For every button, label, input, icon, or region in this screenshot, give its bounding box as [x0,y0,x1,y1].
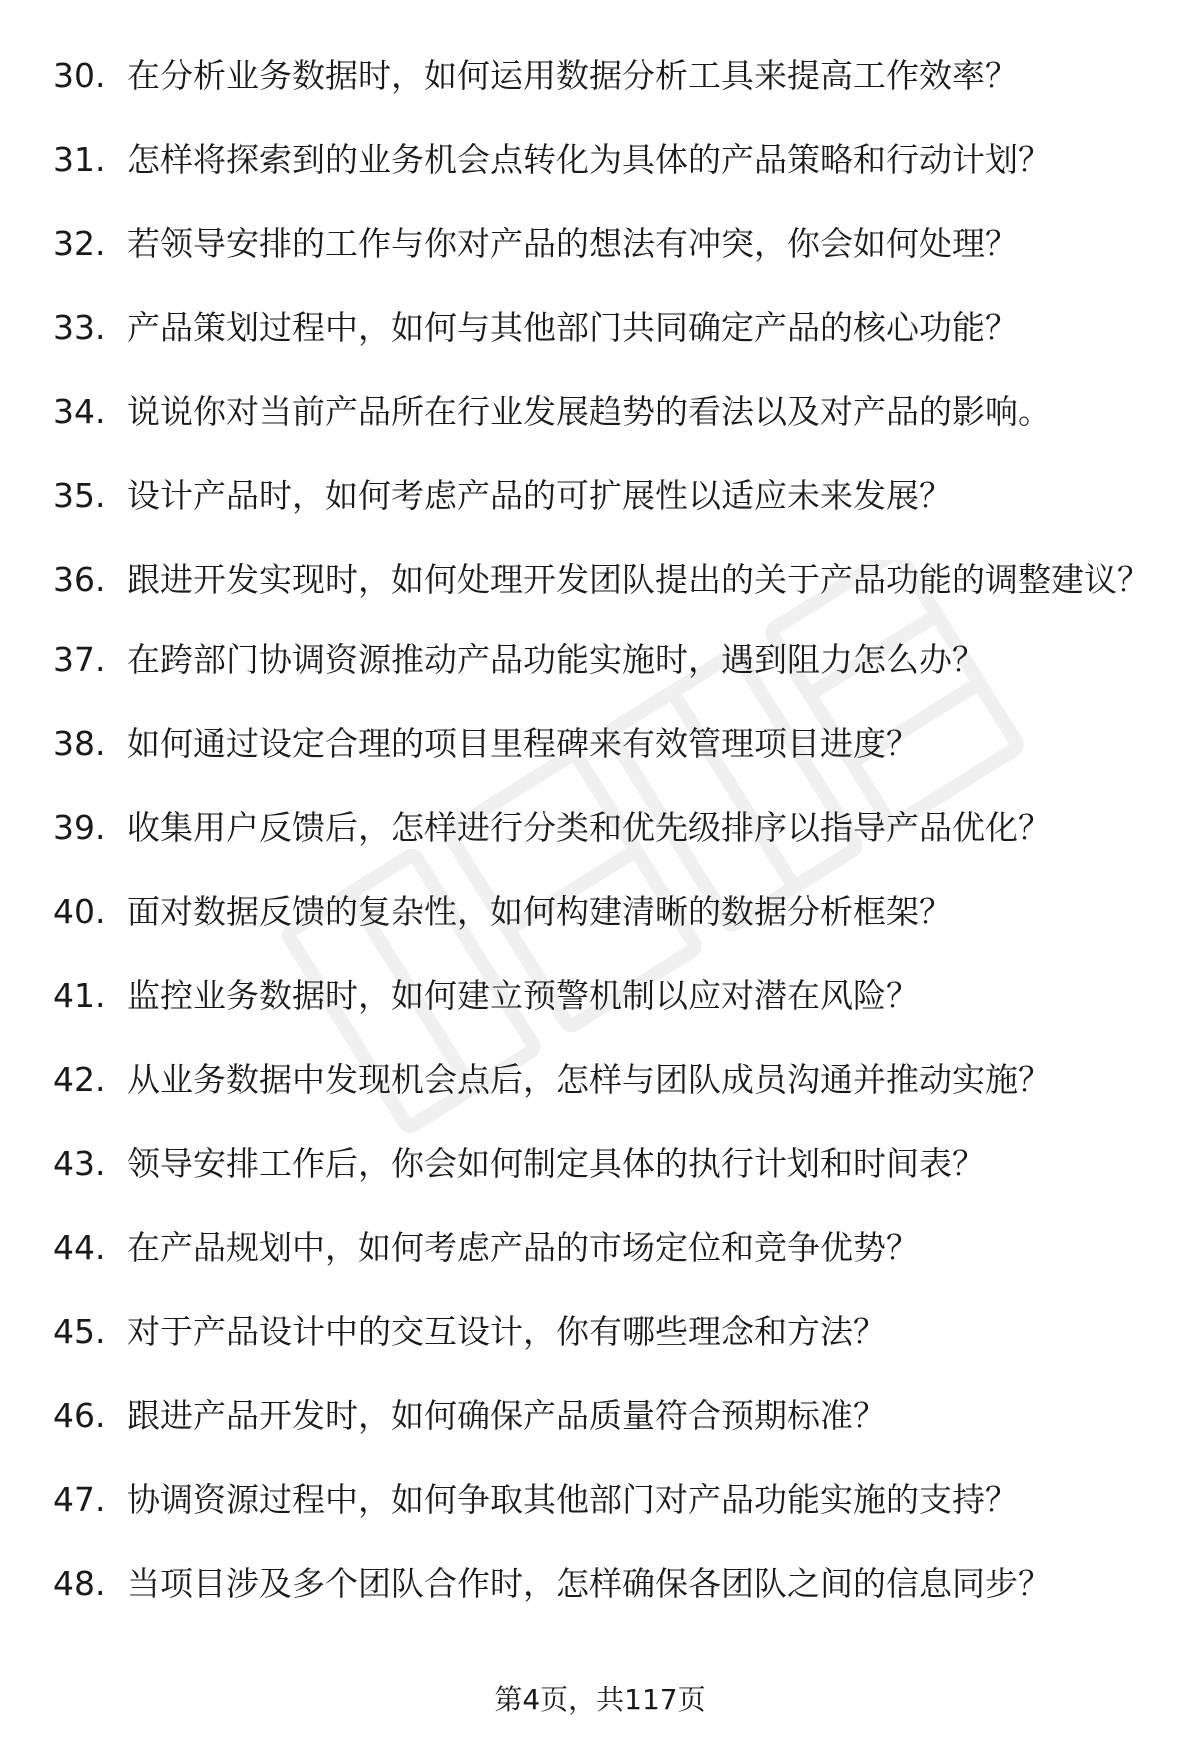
question-number: 36. [53,560,106,599]
list-item [53,1308,1153,1356]
list-item [53,472,1153,520]
question-list [53,52,1153,1644]
question-number: 31. [53,140,106,179]
list-item [53,636,1153,684]
list-item [53,1392,1153,1440]
question-number: 48. [53,1564,106,1603]
question-number: 44. [53,1228,106,1267]
question-text: 监控业务数据时，如何建立预警机制以应对潜在风险？ [127,976,919,1015]
question-text: 对于产品设计中的交互设计，你有哪些理念和方法？ [127,1312,886,1351]
question-text: 在分析业务数据时，如何运用数据分析工具来提高工作效率？ [127,56,1018,95]
list-item [53,720,1153,768]
question-number: 40. [53,892,106,931]
question-text: 协调资源过程中，如何争取其他部门对产品功能实施的支持？ [127,1480,1018,1519]
question-number: 37. [53,640,106,679]
question-text: 当项目涉及多个团队合作时，怎样确保各团队之间的信息同步？ [127,1564,1051,1603]
list-item [53,136,1153,184]
list-item [53,972,1153,1020]
list-item [53,220,1153,268]
question-number: 41. [53,976,106,1015]
question-number: 46. [53,1396,106,1435]
question-number: 35. [53,476,106,515]
question-text: 面对数据反馈的复杂性，如何构建清晰的数据分析框架？ [127,892,952,931]
list-item [53,804,1153,852]
question-text: 说说你对当前产品所在行业发展趋势的看法以及对产品的影响。 [127,392,1051,431]
question-text: 如何通过设定合理的项目里程碑来有效管理项目进度？ [127,724,919,763]
question-text: 在产品规划中，如何考虑产品的市场定位和竞争优势？ [127,1228,919,1267]
question-text: 设计产品时，如何考虑产品的可扩展性以适应未来发展？ [127,476,952,515]
list-item [53,1140,1153,1188]
question-text: 跟进开发实现时，如何处理开发团队提出的关于产品功能的调整建议？ [127,560,1150,599]
list-item [53,1224,1153,1272]
list-item [53,888,1153,936]
question-text: 领导安排工作后，你会如何制定具体的执行计划和时间表？ [127,1144,985,1183]
list-item [53,1476,1153,1524]
question-number: 43. [53,1144,106,1183]
list-item [53,304,1153,352]
question-text: 在跨部门协调资源推动产品功能实施时，遇到阻力怎么办？ [127,640,985,679]
list-item [53,1560,1153,1608]
question-number: 34. [53,392,106,431]
question-text: 跟进产品开发时，如何确保产品质量符合预期标准？ [127,1396,886,1435]
list-item [53,1056,1153,1104]
page-footer: 第4页，共117页 [494,1683,706,1716]
question-number: 45. [53,1312,106,1351]
list-item [53,388,1153,436]
list-item [53,52,1153,100]
question-number: 32. [53,224,106,263]
list-item [53,556,1153,604]
question-number: 39. [53,808,106,847]
question-number: 33. [53,308,106,347]
question-number: 47. [53,1480,106,1519]
question-text: 怎样将探索到的业务机会点转化为具体的产品策略和行动计划？ [127,140,1051,179]
question-text: 从业务数据中发现机会点后，怎样与团队成员沟通并推动实施？ [127,1060,1051,1099]
question-number: 42. [53,1060,106,1099]
question-number: 38. [53,724,106,763]
question-text: 若领导安排的工作与你对产品的想法有冲突，你会如何处理？ [127,224,1018,263]
question-text: 产品策划过程中，如何与其他部门共同确定产品的核心功能？ [127,308,1018,347]
question-number: 30. [53,56,106,95]
question-text: 收集用户反馈后，怎样进行分类和优先级排序以指导产品优化？ [127,808,1051,847]
